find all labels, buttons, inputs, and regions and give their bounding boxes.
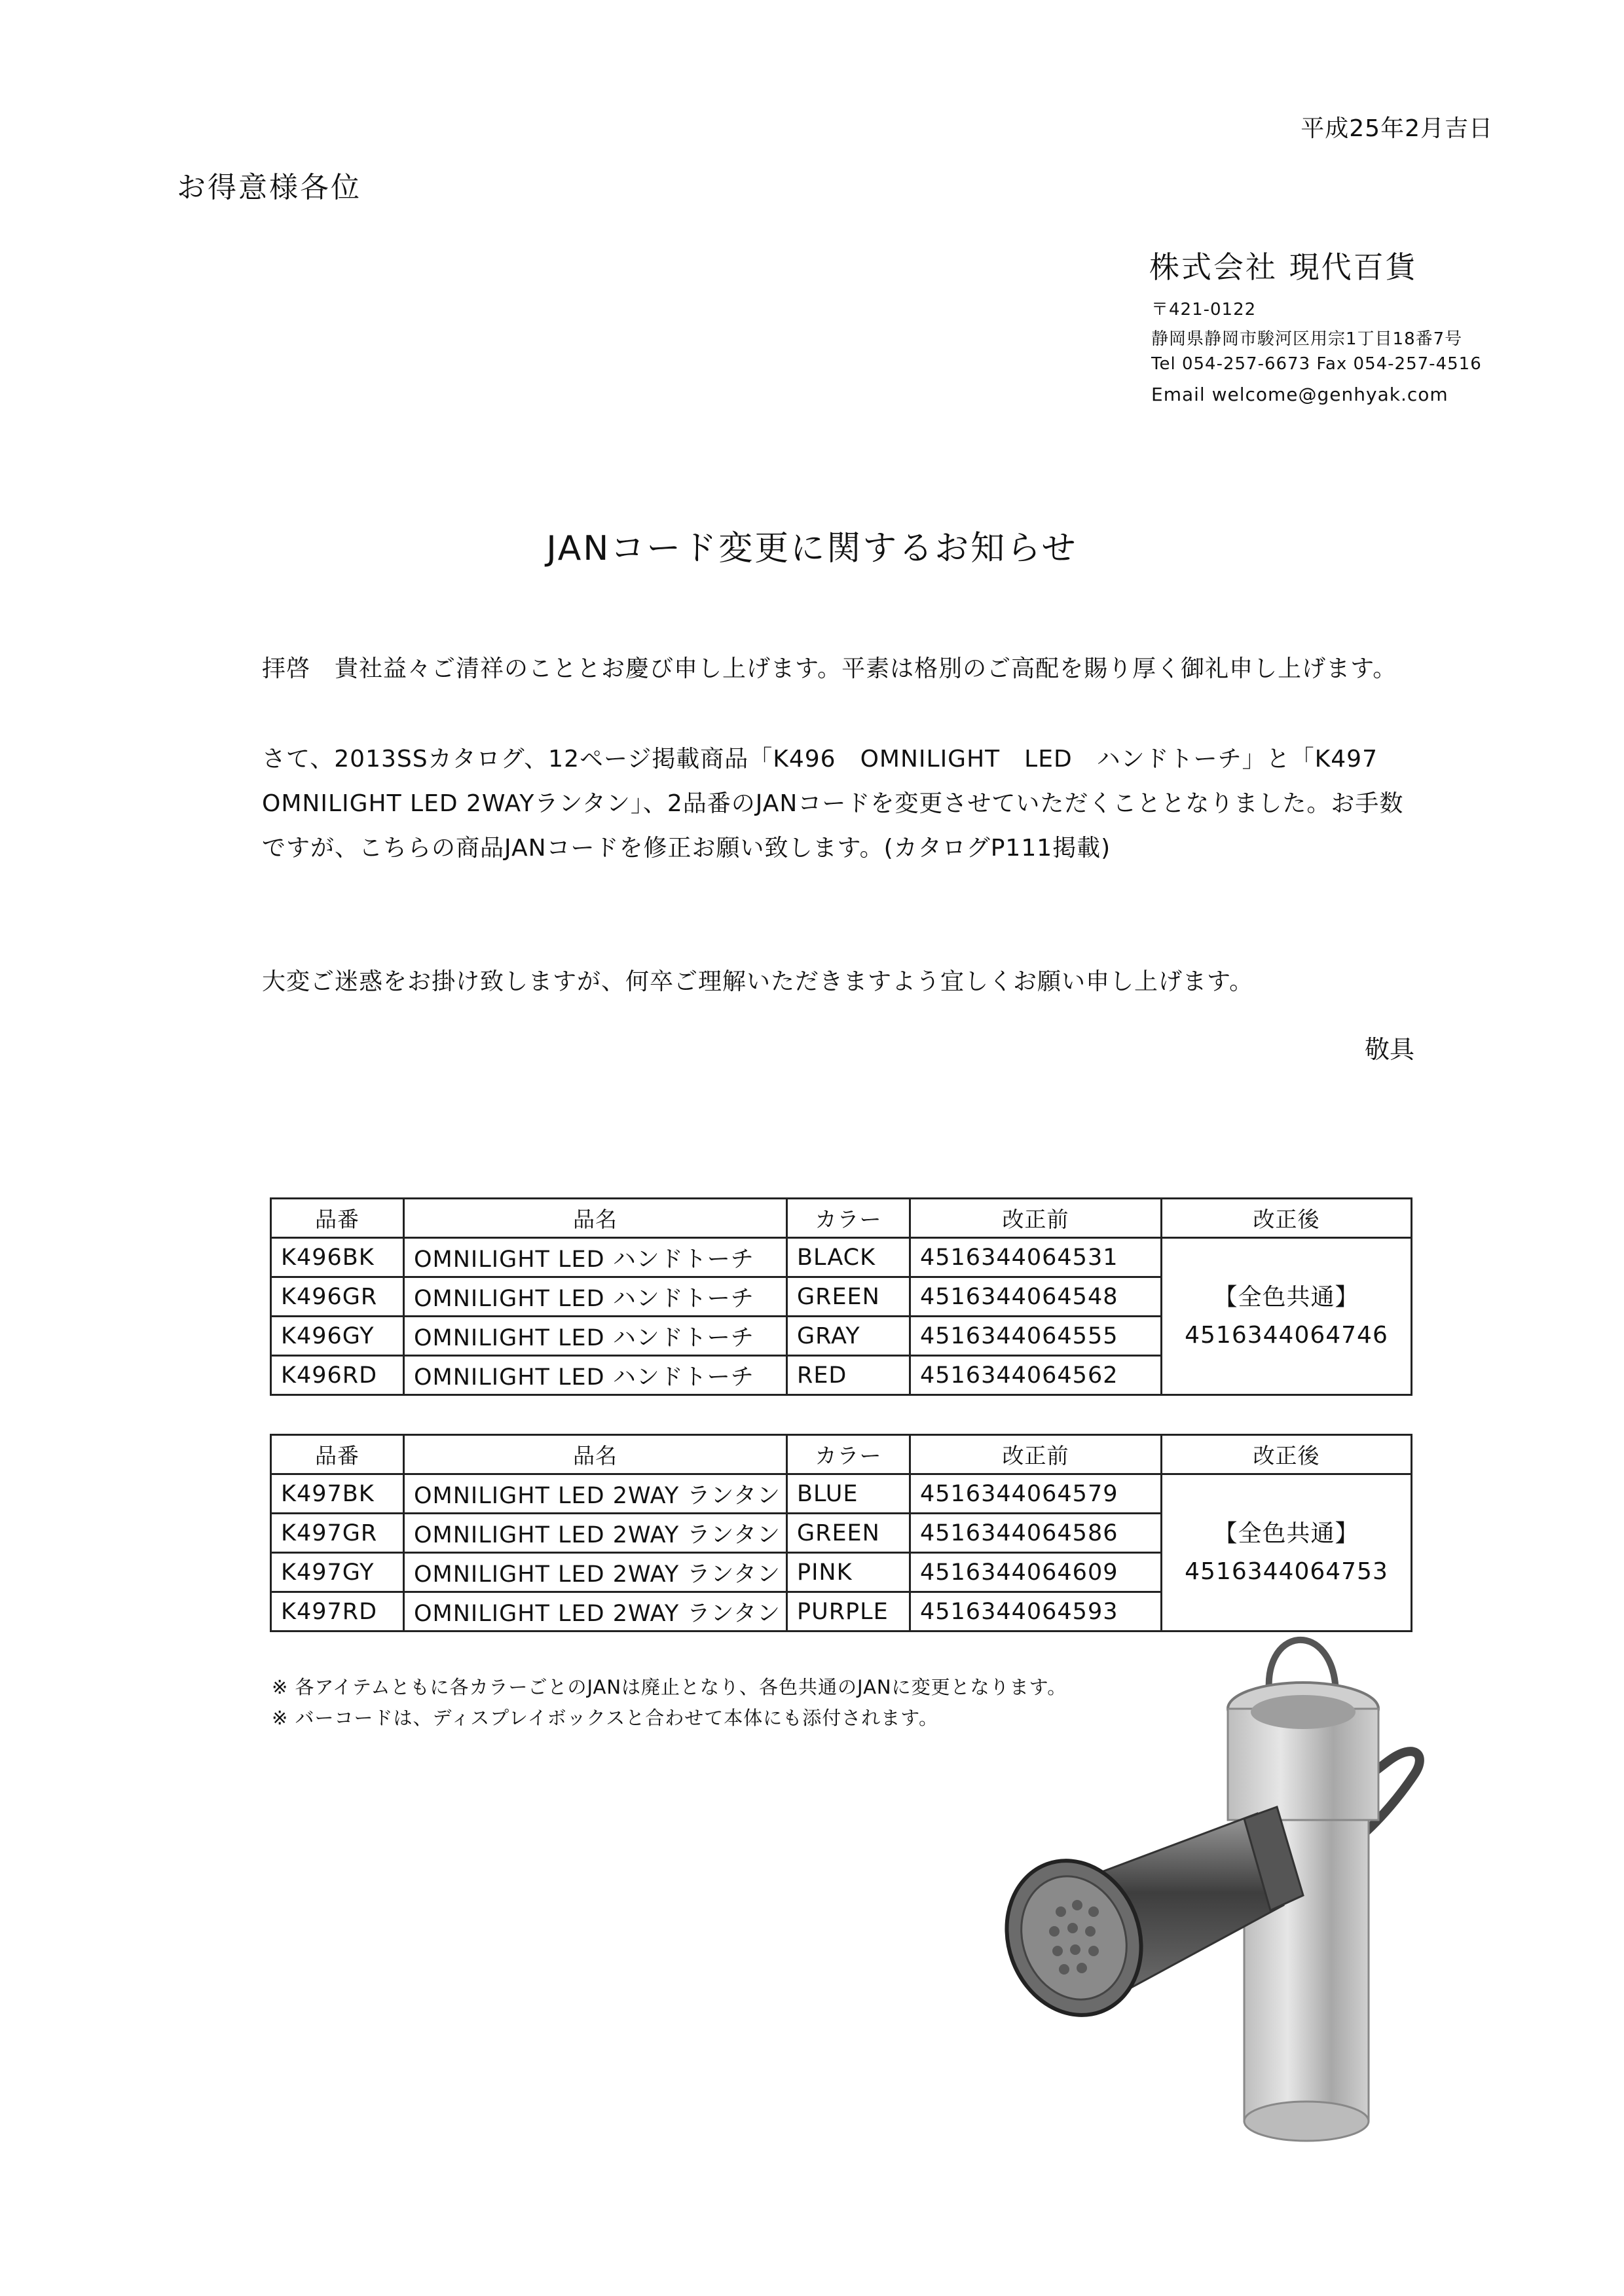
table-header-row — [271, 1199, 1412, 1238]
table-row — [271, 1238, 1412, 1277]
note-jan-unified: ※ 各アイテムともに各カラーごとのJANは廃止となり、各色共通のJANに変更となります。 — [272, 1676, 1067, 1698]
notice-paragraph: さて、2013SSカタログ、12ページ掲載商品「K496 OMNILIGHT LED ハンドトーチ」と「K497 OMNILIGHT LED 2WAYランタン」、2品番のJANコードを変更させていただくこととなりました。お手数ですが、こちらの商品JANコードを修正お願い致します。(カタログP111掲載) — [262, 746, 1404, 862]
document-date: 平成25年2月吉日 — [1301, 115, 1493, 142]
recipient: お得意様各位 — [177, 171, 361, 204]
header-color: カラー — [787, 1199, 910, 1238]
company-postal: 〒421-0122 — [1151, 300, 1257, 319]
row-color: GRAY — [787, 1317, 910, 1356]
header-before: 改正前 — [910, 1199, 1162, 1238]
row-code: K497GR — [271, 1514, 404, 1553]
row-name: OMNILIGHT LED ハンドトーチ — [404, 1356, 787, 1395]
row-name: OMNILIGHT LED 2WAY ランタン — [404, 1514, 787, 1553]
row-name: OMNILIGHT LED 2WAY ランタン — [404, 1592, 787, 1631]
row-color: BLUE — [787, 1474, 910, 1514]
row-name: OMNILIGHT LED 2WAY ランタン — [404, 1474, 787, 1514]
company-address: 静岡県静岡市駿河区用宗1丁目18番7号 — [1151, 329, 1463, 349]
company-email: Email welcome@genhyak.com — [1151, 384, 1449, 405]
row-before: 4516344064555 — [910, 1317, 1162, 1356]
header-after: 改正後 — [1162, 1199, 1412, 1238]
header-before: 改正前 — [910, 1435, 1162, 1474]
row-color: RED — [787, 1356, 910, 1395]
apology-paragraph: 大変ご迷惑をお掛け致しますが、何卒ご理解いただきますよう宜しくお願い申し上げます。 — [262, 968, 1254, 995]
after-label: 【全色共通】 — [1213, 1283, 1359, 1311]
table-header-row — [271, 1435, 1412, 1474]
row-before: 4516344064593 — [910, 1592, 1162, 1631]
row-code: K496GY — [271, 1317, 404, 1356]
row-code: K496GR — [271, 1277, 404, 1317]
jan-table-k496 — [270, 1197, 1412, 1396]
document-title: JANコード変更に関するお知らせ — [546, 529, 1078, 568]
product-illustration — [995, 1597, 1454, 2187]
after-code: 4516344064746 — [1185, 1321, 1388, 1349]
company-tel-fax: Tel 054-257-6673 Fax 054-257-4516 — [1151, 354, 1482, 374]
row-name: OMNILIGHT LED ハンドトーチ — [404, 1238, 787, 1277]
row-color: BLACK — [787, 1238, 910, 1277]
row-name: OMNILIGHT LED ハンドトーチ — [404, 1317, 787, 1356]
after-cell — [1162, 1238, 1412, 1395]
row-code: K496RD — [271, 1356, 404, 1395]
row-color: PINK — [787, 1553, 910, 1592]
row-name: OMNILIGHT LED 2WAY ランタン — [404, 1553, 787, 1592]
row-name: OMNILIGHT LED ハンドトーチ — [404, 1277, 787, 1317]
table-row — [271, 1474, 1412, 1514]
header-code: 品番 — [271, 1435, 404, 1474]
row-before: 4516344064548 — [910, 1277, 1162, 1317]
header-after: 改正後 — [1162, 1435, 1412, 1474]
header-color: カラー — [787, 1435, 910, 1474]
note-barcode: ※ バーコードは、ディスプレイボックスと合わせて本体にも添付されます。 — [272, 1707, 938, 1729]
greeting-paragraph: 拝啓 貴社益々ご清祥のこととお慶び申し上げます。平素は格別のご高配を賜り厚く御礼申し上げます。 — [262, 655, 1397, 682]
after-label: 【全色共通】 — [1213, 1520, 1359, 1547]
header-code: 品番 — [271, 1199, 404, 1238]
row-color: GREEN — [787, 1514, 910, 1553]
row-code: K497BK — [271, 1474, 404, 1514]
company-name: 株式会社 現代百貨 — [1149, 249, 1418, 285]
row-code: K497GY — [271, 1553, 404, 1592]
after-code: 4516344064753 — [1185, 1558, 1388, 1585]
row-code: K497RD — [271, 1592, 404, 1631]
header-name: 品名 — [404, 1199, 787, 1238]
closing-word: 敬具 — [1364, 1035, 1414, 1064]
row-before: 4516344064579 — [910, 1474, 1162, 1514]
row-code: K496BK — [271, 1238, 404, 1277]
row-before: 4516344064586 — [910, 1514, 1162, 1553]
row-before: 4516344064609 — [910, 1553, 1162, 1592]
row-color: PURPLE — [787, 1592, 910, 1631]
row-before: 4516344064531 — [910, 1238, 1162, 1277]
header-name: 品名 — [404, 1435, 787, 1474]
row-color: GREEN — [787, 1277, 910, 1317]
row-before: 4516344064562 — [910, 1356, 1162, 1395]
